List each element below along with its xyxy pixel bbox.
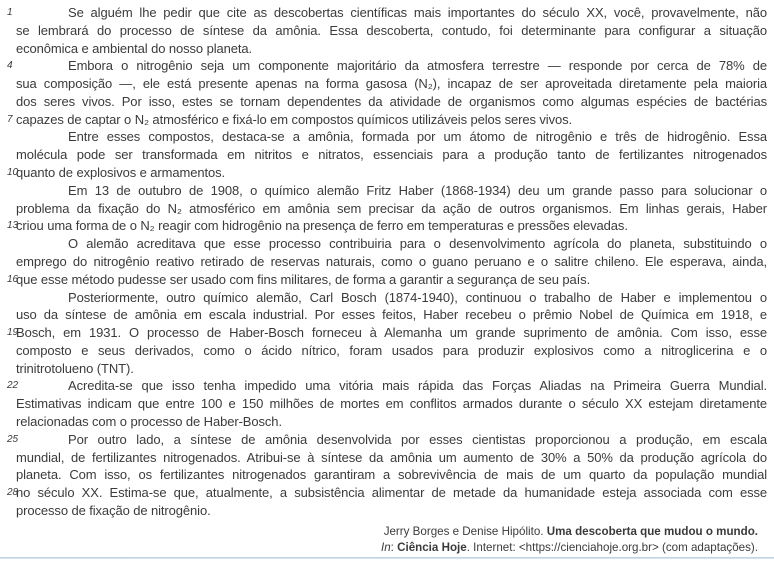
citation-line-1 <box>0 524 758 540</box>
line-text: sua composição —, ele está presente apenas na forma gasosa (N₂), incapaz de ser aproveitada diretamente pela maioria <box>16 76 767 92</box>
line-number: 13 <box>7 220 19 232</box>
line-text: quanto de explosivos e armamentos. <box>16 165 226 181</box>
line-text: composto e seus derivados, como o ácido nítrico, foram usados para produzir explosivos como a nitroglicerina e o <box>16 342 767 358</box>
line-text: planeta. Com isso, os fertilizantes nitrogenados garantiram a sobrevivência de mais de um quarto da população mundial <box>16 467 767 483</box>
line-text: Posteriormente, outro químico alemão, Carl Bosch (1874-1940), continuou o trabalho de Haber e implementou o <box>68 289 767 305</box>
text-line <box>0 324 774 342</box>
line-text: problema da fixação do N₂ atmosférico em amônia sem precisar da ação de outros organismos. Em linhas gerais, Haber <box>16 200 767 216</box>
text-line <box>0 111 774 129</box>
line-text: dos seres vivos. Por isso, estes se tornam dependentes da atividade de organismos como algumas espécies de bactérias <box>16 93 767 109</box>
line-text: Entre esses compostos, destaca-se a amônia, formada por um átomo de nitrogênio e três de hidrogênio. Essa <box>68 129 767 145</box>
line-text: Acredita-se que isso tenha impedido uma vitória mais rápida das Forças Aliadas na Primeira Guerra Mundial. <box>68 378 767 394</box>
line-number: 1 <box>7 7 13 18</box>
text-line <box>0 360 774 378</box>
text-line <box>0 146 774 164</box>
line-text: que esse método pudesse ser usado com fins militares, de forma a garantir a segurança de seu país. <box>16 271 591 287</box>
text-line <box>0 377 774 395</box>
line-text: no século XX. Estima-se que, atualmente, a subsistência alimentar de metade da humanidade esteja associada com esse <box>16 485 767 501</box>
text-line <box>0 306 774 324</box>
citation <box>0 524 774 556</box>
text-line <box>0 40 774 58</box>
citation-source: Ciência Hoje <box>397 541 467 554</box>
citation-rest: . Internet: <https://cienciahoje.org.br> (com adaptações). <box>466 541 758 554</box>
text-line <box>0 57 774 75</box>
text-line <box>0 413 774 431</box>
line-number: 4 <box>7 60 13 72</box>
line-text: capazes de captar o N₂ atmosférico e fixá-lo em compostos químicos utilizáveis pelos seres vivos. <box>16 111 573 127</box>
text-line <box>0 200 774 218</box>
text-line <box>0 4 774 22</box>
text-line <box>0 449 774 467</box>
text-line <box>0 217 774 235</box>
line-text: Por outro lado, a síntese de amônia desenvolvida por esses cientistas proporcionou a produção, em escala <box>68 431 767 447</box>
citation-in-label: In <box>380 541 391 554</box>
line-text: trinitrotolueno (TNT). <box>16 360 134 376</box>
line-text: emprego do nitrogênio reativo retirado de reservas naturais, como o guano peruano e o salitre chileno. Ele esperava, ainda, <box>16 253 767 269</box>
text-line <box>0 431 774 449</box>
citation-authors: Jerry Borges e Denise Hipólito. <box>383 525 547 538</box>
line-text: se lembrará do processo de síntese da amônia. Essa descoberta, contudo, foi determinante para configurar a situação <box>16 22 767 38</box>
line-text: O alemão acreditava que esse processo contribuiria para o desenvolvimento agrícola do planeta, substituindo o <box>68 236 767 252</box>
line-text: econômica e ambiental do nosso planeta. <box>16 40 253 56</box>
text-line <box>0 75 774 93</box>
text-line <box>0 235 774 253</box>
text-line <box>0 466 774 484</box>
line-text: Estimativas indicam que entre 100 e 150 milhões de mortes em conflitos armados durante o século XX estejam diretamente <box>16 396 767 412</box>
text-line <box>0 182 774 200</box>
line-text: relacionadas com o processo de Haber-Bosch. <box>16 413 282 429</box>
line-text: Bosch, em 1931. O processo de Haber-Bosch forneceu à Alemanha um grande suprimento de amônia. Com isso, esse <box>16 325 767 341</box>
text-line <box>0 395 774 413</box>
line-text: Embora o nitrogênio seja um componente majoritário da atmosfera terrestre — responde por cerca de 78% de <box>68 58 767 74</box>
line-text: mundial, de fertilizantes nitrogenados. Atribui-se à síntese da amônia um aumento de 30% a 50% da produção agrícola do <box>16 449 767 465</box>
line-text: uso da síntese de amônia em escala industrial. Por esses feitos, Haber recebeu o prêmio Nobel de Química em 1918, e <box>16 307 767 323</box>
text-line <box>0 484 774 502</box>
bottom-divider <box>0 557 774 559</box>
line-text: processo de fixação de nitrogênio. <box>16 502 211 518</box>
citation-title: Uma descoberta que mudou o mundo. <box>546 525 758 538</box>
text-line <box>0 164 774 182</box>
text-line <box>0 22 774 40</box>
citation-separator: : <box>390 541 398 554</box>
text-line <box>0 128 774 146</box>
text-line <box>0 253 774 271</box>
line-text: criou uma forma de o N₂ reagir com hidrogênio na presença de ferro em temperaturas e pressões elevadas. <box>16 218 628 234</box>
line-number: 19 <box>7 327 19 339</box>
line-text: Se alguém lhe pedir que cite as descobertas científicas mais importantes do século XX, você, provavelmente, não <box>68 5 767 20</box>
text-line <box>0 93 774 111</box>
line-number: 28 <box>7 487 19 499</box>
line-number: 7 <box>7 113 13 125</box>
text-line <box>0 289 774 307</box>
line-text: Em 13 de outubro de 1908, o químico alemão Fritz Haber (1868-1934) deu um grande passo para solucionar o <box>68 182 767 198</box>
text-line <box>0 271 774 289</box>
line-number: 10 <box>7 167 19 179</box>
text-line <box>0 502 774 520</box>
reading-passage <box>0 4 774 520</box>
citation-line-2 <box>0 540 758 556</box>
line-number: 25 <box>7 433 19 445</box>
line-number: 16 <box>7 273 19 285</box>
text-line <box>0 342 774 360</box>
line-text: molécula pode ser transformada em nitritos e nitratos, essenciais para a produção tanto de fertilizantes nitrogenados <box>16 147 767 163</box>
line-number: 22 <box>7 380 19 392</box>
